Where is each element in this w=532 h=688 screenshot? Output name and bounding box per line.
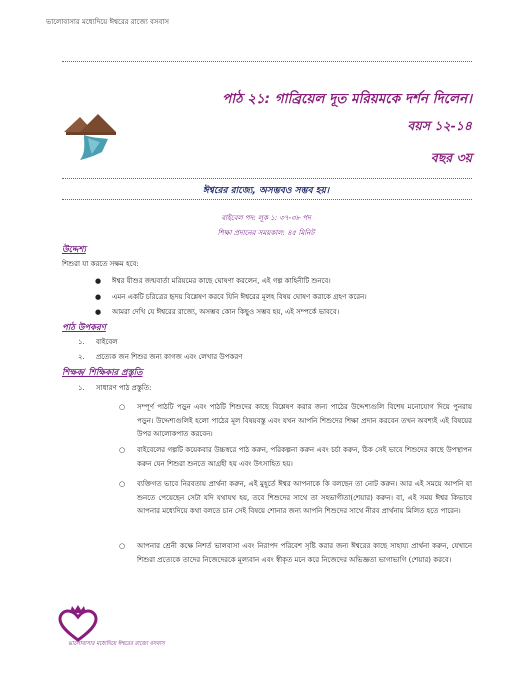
bullet-dot-icon: ● xyxy=(95,308,102,316)
objective-item: ঈশ্বর যীশুর জন্মবার্তা মরিয়মের কাছে ঘোষণা করলেন, এই গল্প কাহিনীটি শুনবে। xyxy=(112,277,331,285)
mountain-logo-icon xyxy=(62,112,124,166)
footer-tagline: ভালোবাসার মধ্যেদিয়ে ঈশ্বরের রাজ্যে বসবাস xyxy=(68,641,165,647)
list-number: ২. xyxy=(78,353,85,361)
lesson-subtitle: ঈশ্বরের রাজ্যে, অসম্ভবও সম্ভব হয়। xyxy=(202,186,330,196)
year-label: বছর ৩য় xyxy=(430,150,472,165)
teaching-time: শিক্ষা প্রদানের সময়কাল: ৪৫ মিনিট xyxy=(217,229,315,237)
material-item: বাইবেল xyxy=(96,338,118,346)
bullet-circle-icon: ○ xyxy=(119,542,126,550)
bullet-dot-icon: ● xyxy=(95,277,102,285)
divider-top xyxy=(62,61,472,62)
bullet-circle-icon: ○ xyxy=(119,403,126,411)
preparation-title: সাধারণ পাঠ প্রস্তুতি: xyxy=(96,384,152,392)
objectives-intro: শিশুরা যা করতে সক্ষম হবে: xyxy=(62,260,139,268)
divider-mid xyxy=(62,178,472,179)
divider-sub xyxy=(62,199,472,200)
crown-heart-logo-icon xyxy=(58,604,98,646)
page-header: ভালোবাসার মধ্যেদিয়ে ঈশ্বরের রাজ্যে বসবাস xyxy=(46,18,170,26)
objective-item: এমন একটি চরিত্রের হৃদয় বিশ্লেষণ করবে যিনি ঈশ্বরের মূলহ বিষয় ঘোষণ করাকে গ্রহণ করেন। xyxy=(112,293,367,301)
list-number: ১. xyxy=(78,384,85,392)
preparation-item: আপনার শ্রেনী কক্ষে নিশর্ত ভালবাসা এবং নিরাপদ পরিবেশ সৃষ্টি করার জন্য ঈশ্বরের কাছে সাহায্য প্রার্থনা করুন, যেখানে শিশুরা প্রত্যেকে তাদের নিজেদেরকে মূল্যবান এবং স্বীকৃত মনে করে নিজেদের অভিজ্ঞতা ভাগাভাগি (শেয়ার) করবে। xyxy=(137,542,472,564)
lesson-title: পাঠ ২১: গাব্রিয়েল দূত মরিয়মকে দর্শন দিলেন। xyxy=(222,91,472,107)
age-range: বয়স ১২-১৪ xyxy=(407,118,472,133)
preparation-heading: শিক্ষক/ শিক্ষিকার প্রস্তুতি xyxy=(62,368,143,378)
material-item: প্রত্যেক জন শিশুর জন্য কাগজ এবং লেখার উপকরণ xyxy=(96,353,243,361)
preparation-item: ব্যক্তিগত ভাবে নিরবতায় প্রার্থনা করুন, এই মুহূর্তে ঈশ্বর আপনাকে কি বলছেন তা নোট করুন। আর এই সময়ে আপনি যা শুনতে পেয়েছেন সেটা যদি যথাযথ হয়, তবে শিশুদের সাথে তা সহভাগীতা(শেয়ার) করুন। বা, এই সময় ঈশ্বর কিভাবে আপনার মধ্যেদিয়ে কথা বলতে চান সেই বিষয়ে শোনার জন্য আপনি শিশুদের সাথে নীরব প্রার্থনায় মিলিত হতে পারেন। xyxy=(137,480,472,515)
bullet-circle-icon: ○ xyxy=(119,446,126,454)
bullet-circle-icon: ○ xyxy=(119,480,126,488)
preparation-item: সম্পূর্ণ পাঠটি পড়ুন এবং পাঠটি শিশুদের কাছে বিশ্লেষণ করার জন্য পাঠের উদ্দেশ্যগুলি বিশেষ মনোযোগ দিয়ে পুনরায় পড়ুন। উদ্দেশ্যগুলিই হলো পাঠের মূল বিষয়বস্তু এবং যখন আপনি শিশুদের শিক্ষা প্রদান করবেন তখন অবশ্যই এই বিষয়ের উপর আলোকপাত করবেন। xyxy=(137,403,472,438)
materials-heading: পাঠ উপকরণ xyxy=(62,323,106,333)
bible-reference: বাইবেল পদ: লূক ১: ৩৭-৩৮ পদ xyxy=(221,214,311,222)
bullet-dot-icon: ● xyxy=(95,293,102,301)
objective-item: আমরা দেখি যে ঈশ্বরের রাজ্যে, অসম্ভব কোন কিছুও সম্ভব হয়, এই সম্পর্কে ভাববে। xyxy=(112,308,340,316)
objectives-heading: উদ্দেশ্য xyxy=(62,245,86,255)
preparation-item: বাইবেলের গল্পটি কয়েকবার উচ্চস্বরে পাঠ করুন, পরিকল্পনা করুন এবং চর্চা করুন, ঠিক সেই ভাবে শিশুদের কাছে উপস্থাপন করুন যেন শিশুরা শুনতে আগ্রহী হয় এবং উৎসাহিত হয়। xyxy=(137,446,472,468)
list-number: ১. xyxy=(78,338,85,346)
